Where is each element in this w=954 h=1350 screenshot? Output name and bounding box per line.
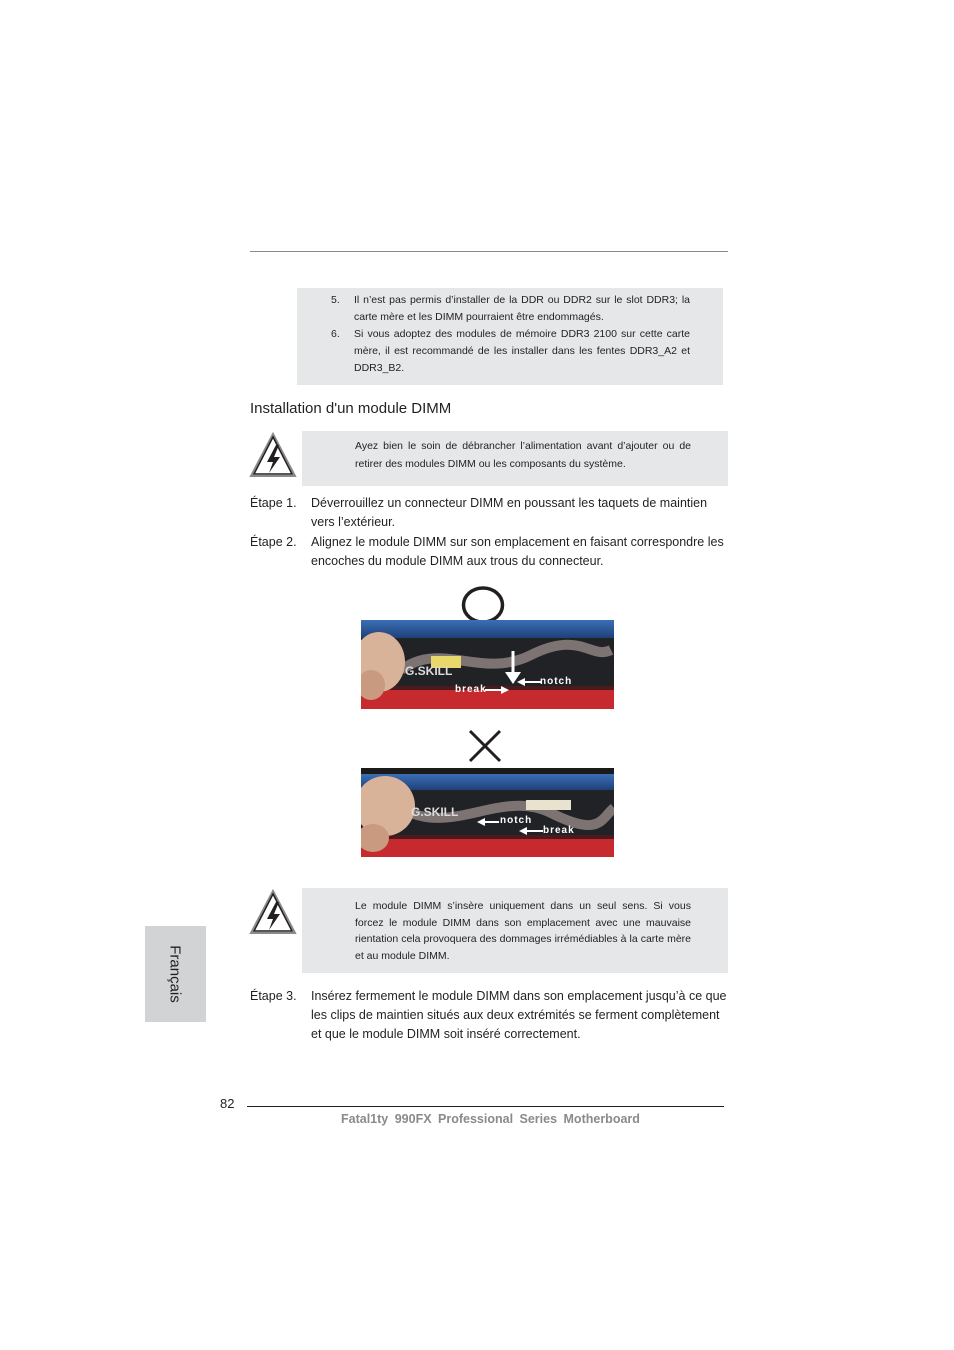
step-3: [250, 987, 730, 1047]
warning-text: Le module DIMM s’insère uniquement dans un seul sens. Si vous forcez le module DIMM dans son emplacement avec une mauvaise rientation cela provoquera des dommages irrémédiables à la carte mère et au module DIMM.: [355, 900, 691, 962]
notch-label: notch: [500, 815, 533, 826]
step-text: Déverrouillez un connecteur DIMM en poussant les taquets de maintien vers l’extérieur.: [311, 496, 708, 529]
warning-box: [302, 431, 728, 486]
note-item: [297, 326, 723, 378]
step-label: Étape 2.: [250, 535, 297, 549]
step-2: [250, 533, 730, 573]
language-tab: [145, 926, 206, 1022]
break-label: break: [543, 825, 575, 836]
correct-circle-icon: [461, 585, 505, 625]
step-text: Insérez fermement le module DIMM dans son emplacement jusqu’à ce que les clips de maintien situés aux deux extrémités se ferment complètement et que le module DIMM soit inséré correctement.: [311, 989, 727, 1041]
step-1: [250, 494, 730, 534]
note-text: Il n’est pas permis d’installer de la DDR ou DDR2 sur le slot DDR3; la carte mère et les DIMM pourraient être endommagés.: [354, 294, 690, 324]
footer-title: Fatal1ty 990FX Professional Series Motherboard: [341, 1112, 640, 1126]
section-title: Installation d'un module DIMM: [250, 400, 452, 417]
note-item: [297, 292, 723, 326]
footer-rule: [247, 1106, 724, 1107]
break-label: break: [455, 684, 487, 695]
note-number: 6.: [331, 328, 340, 340]
step-label: Étape 1.: [250, 496, 297, 510]
language-label: Français: [166, 945, 184, 1003]
notch-label: notch: [540, 676, 573, 687]
dimm-correct-photo: [361, 620, 614, 709]
warning-icon: [248, 431, 298, 479]
page-number: 82: [220, 1096, 235, 1111]
dimm-wrong-photo: [361, 768, 614, 857]
step-text: Alignez le module DIMM sur son emplacement en faisant correspondre les encoches du module DIMM aux trous du connecteur.: [311, 535, 724, 568]
step-label: Étape 3.: [250, 989, 297, 1003]
wrong-x-icon: [467, 728, 503, 764]
warning-text: Ayez bien le soin de débrancher l’alimentation avant d’ajouter ou de retirer des modules DIMM ou les composants du système.: [355, 440, 691, 470]
dimm-brand-label: G.SKILL: [405, 664, 453, 678]
warning-box: [302, 888, 728, 973]
note-number: 5.: [331, 294, 340, 306]
warning-icon: [248, 888, 298, 936]
notes-box: [297, 288, 723, 385]
header-rule: [250, 251, 728, 252]
note-text: Si vous adoptez des modules de mémoire DDR3 2100 sur cette carte mère, il est recommandé de les installer dans les fentes DDR3_A2 et DDR3_B2.: [354, 328, 690, 375]
dimm-brand-label: G.SKILL: [411, 805, 459, 819]
